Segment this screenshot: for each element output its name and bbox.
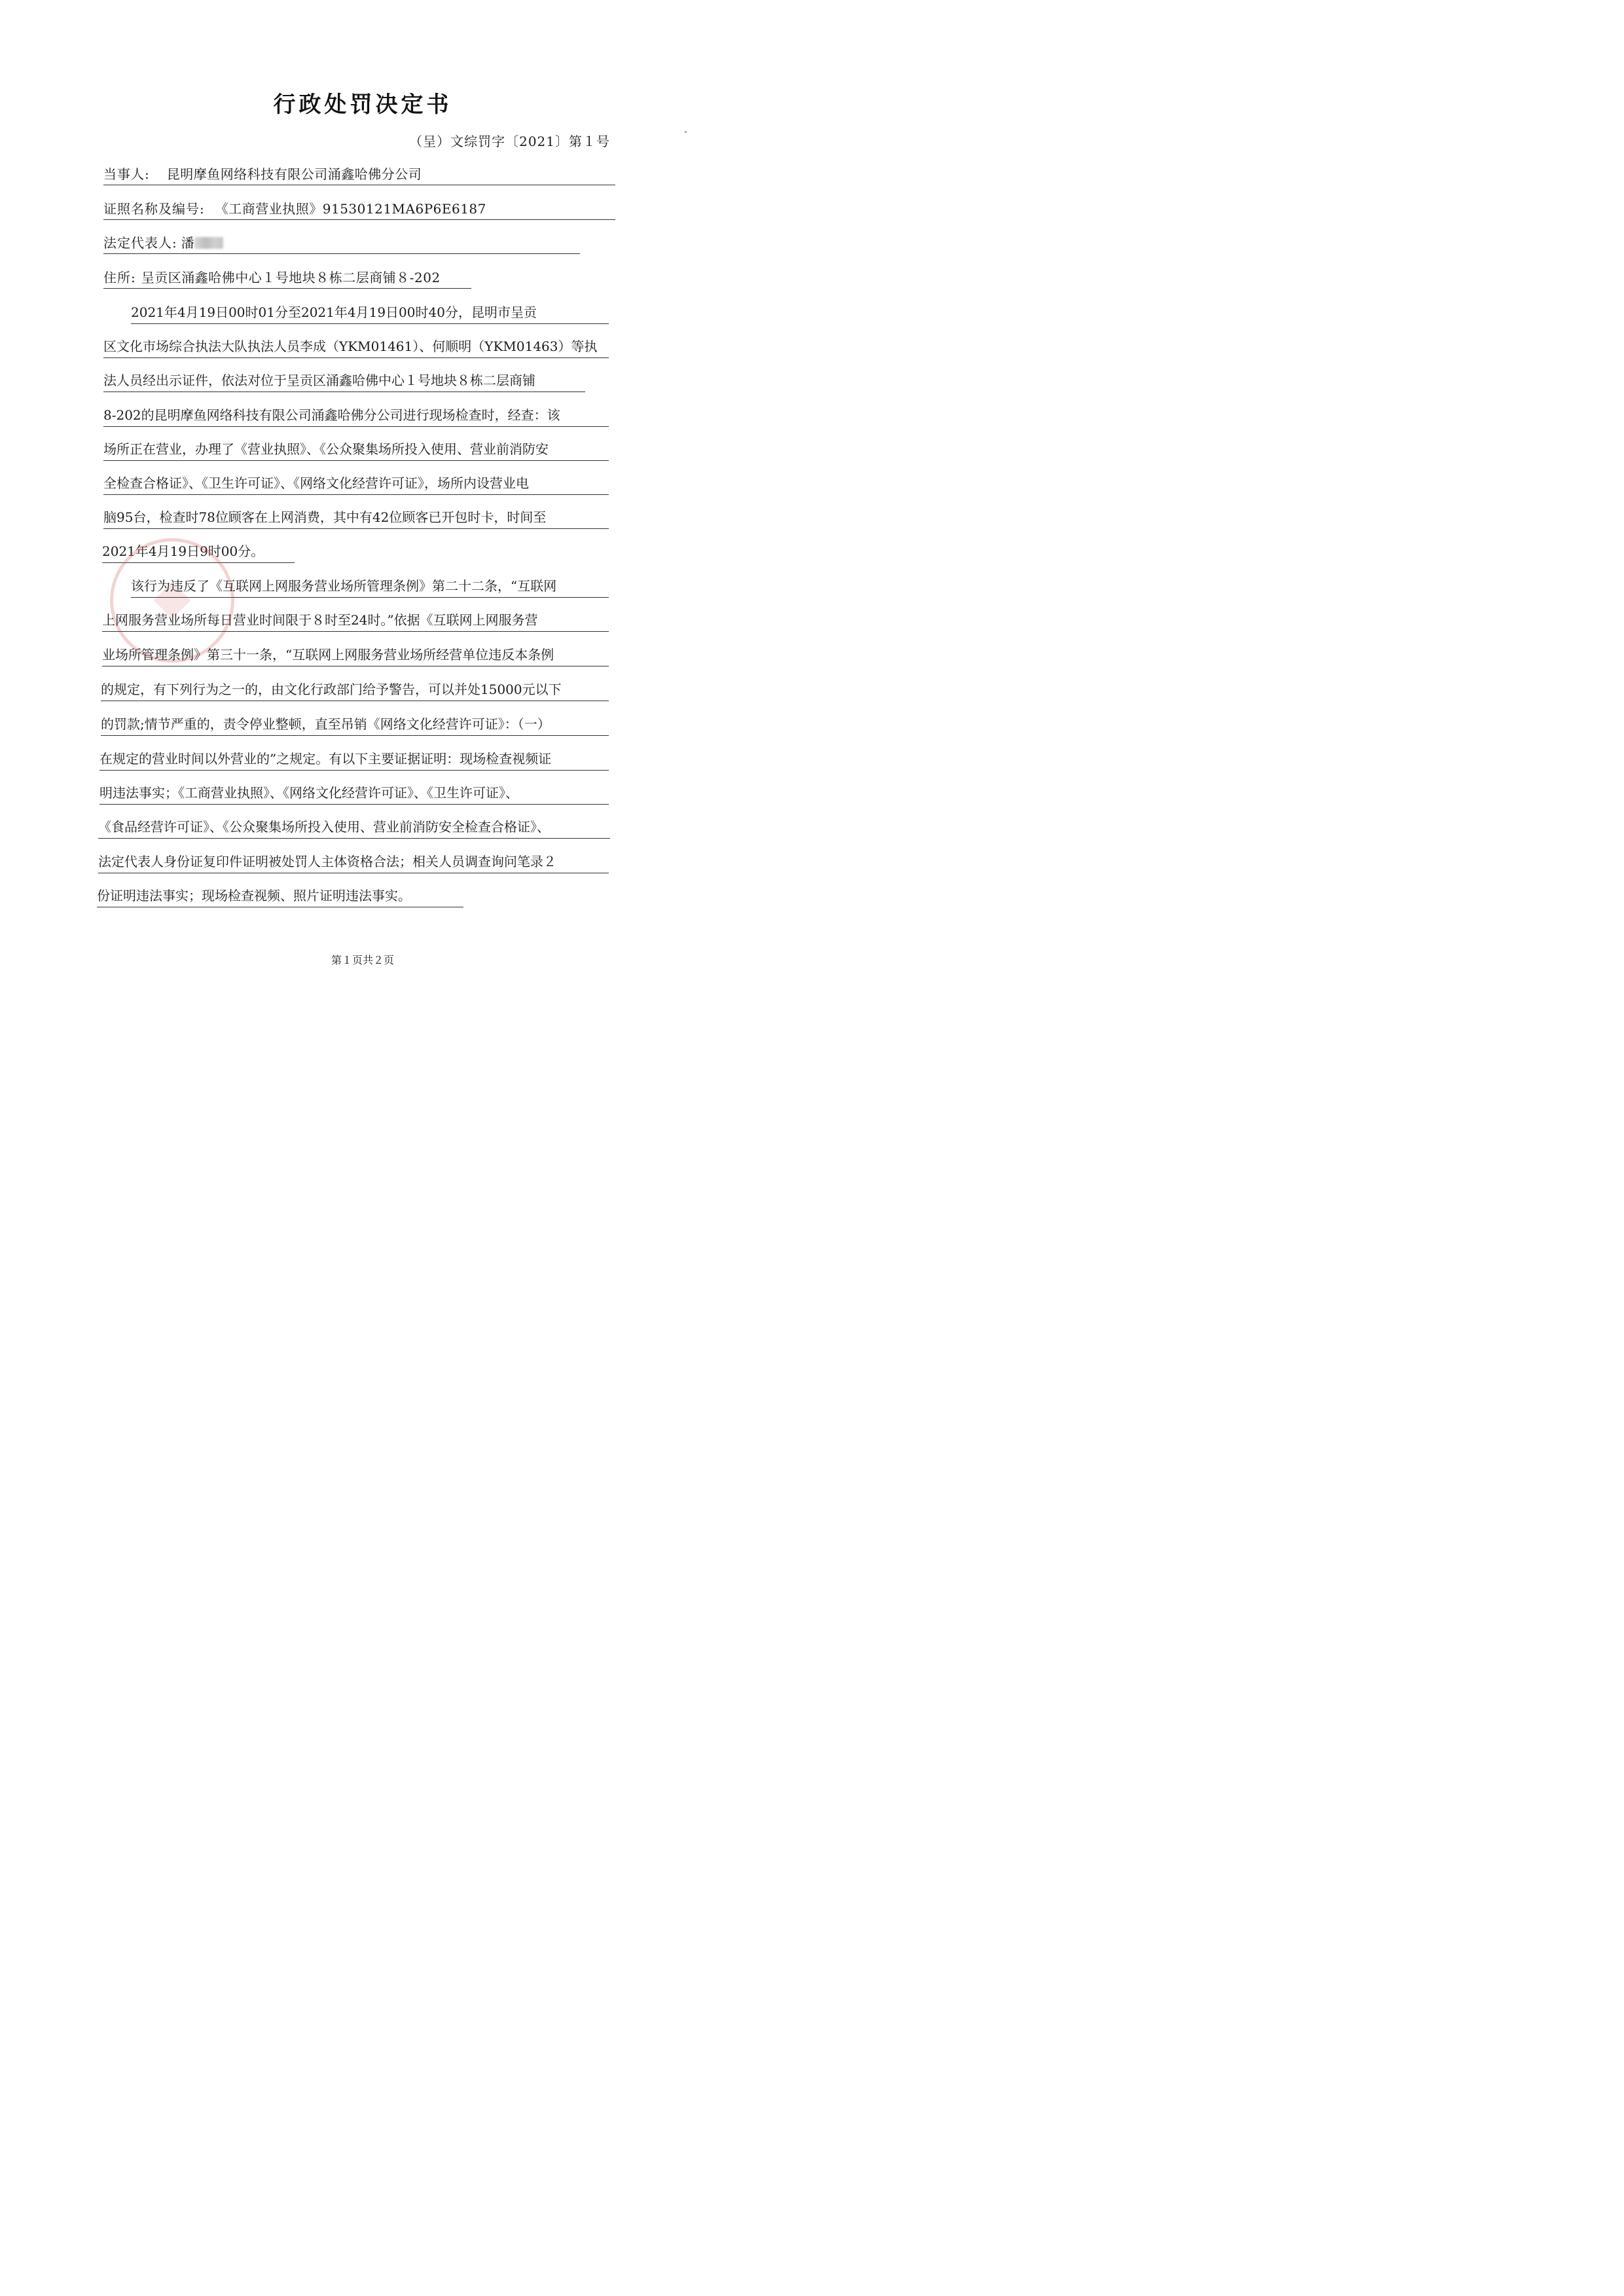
document-number: （呈）文综罚字〔2021〕第１号 [409, 134, 610, 149]
address-field [103, 267, 471, 289]
paragraph1-line: 脑95台，检查时78位顾客在上网消费，其中有42位顾客已开包时卡，时间至 [103, 507, 609, 529]
paragraph1-line: 法人员经出示证件，依法对位于呈贡区涌鑫哈佛中心１号地块８栋二层商铺 [103, 371, 585, 392]
license-value: 《工商营业执照》91530121MA6P6E6187 [215, 201, 486, 217]
paragraph2-line: 的罚款;情节严重的，责令停业整顿，直至吊销《网络文化经营许可证》：（一） [101, 714, 609, 736]
redacted-name [194, 237, 223, 249]
paragraph2-line: 该行为违反了《互联网上网服务营业场所管理条例》第二十二条，“互联网 [131, 576, 609, 598]
paragraph1-line: 2021年4月19日00时01分至2021年4月19日00时40分，昆明市呈贡 [131, 302, 609, 324]
document-title: 行政处罚决定书 [273, 92, 452, 118]
paragraph2-line: 业场所管理条例》第三十一条，“互联网上网服务营业场所经营单位违反本条例 [102, 645, 609, 666]
paragraph2-line: 《食品经营许可证》、《公众聚集场所投入使用、营业前消防安全检查合格证》、 [98, 817, 610, 839]
legal-rep-field [103, 232, 580, 254]
license-field [103, 198, 615, 220]
party-value: 昆明摩鱼网络科技有限公司涌鑫哈佛分公司 [166, 166, 422, 182]
paragraph1-line: 2021年4月19日9时00分。 [102, 541, 295, 563]
paragraph2-line: 的规定，有下列行为之一的，由文化行政部门给予警告，可以并处15000元以下 [101, 680, 609, 701]
paragraph1-line: 8-202的昆明摩鱼网络科技有限公司涌鑫哈佛分公司进行现场检查时，经查：该 [103, 405, 609, 427]
paragraph1-line: 区文化市场综合执法大队执法人员李成（YKM01461）、何顺明（YKM01463）等执 [103, 337, 609, 358]
paragraph2-line: 份证明违法事实；现场检查视频、照片证明违法事实。 [97, 886, 463, 907]
paragraph2-line: 上网服务营业场所每日营业时间限于８时至24时。”依据《互联网上网服务营 [102, 610, 609, 632]
paragraph2-line: 明违法事实；《工商营业执照》、《网络文化经营许可证》、《卫生许可证》、 [99, 783, 609, 805]
page-indicator: 第１页共２页 [331, 954, 394, 966]
paragraph2-line: 在规定的营业时间以外营业的”之规定。有以下主要证据证明：现场检查视频证 [99, 749, 609, 771]
party-label: 当事人: [103, 166, 150, 182]
address-label: 住所: [103, 270, 136, 285]
official-seal [110, 538, 234, 663]
party-field [103, 164, 615, 185]
address-value: 呈贡区涌鑫哈佛中心１号地块８栋二层商铺８-202 [141, 270, 441, 285]
paragraph2-line: 法定代表人身份证复印件证明被处罚人主体资格合法；相关人员调查询问笔录２ [98, 852, 609, 873]
license-label: 证照名称及编号: [103, 201, 205, 217]
paragraph1-line: 全检查合格证》、《卫生许可证》、《网络文化经营许可证》，场所内设营业电 [103, 473, 609, 495]
document-page [0, 0, 725, 1027]
paragraph1-line: 场所正在营业，办理了《营业执照》、《公众聚集场所投入使用、营业前消防安 [103, 439, 609, 461]
scan-speck [685, 131, 687, 133]
legal-rep-label: 法定代表人: [103, 235, 177, 251]
legal-rep-value: 潘 [181, 235, 195, 251]
